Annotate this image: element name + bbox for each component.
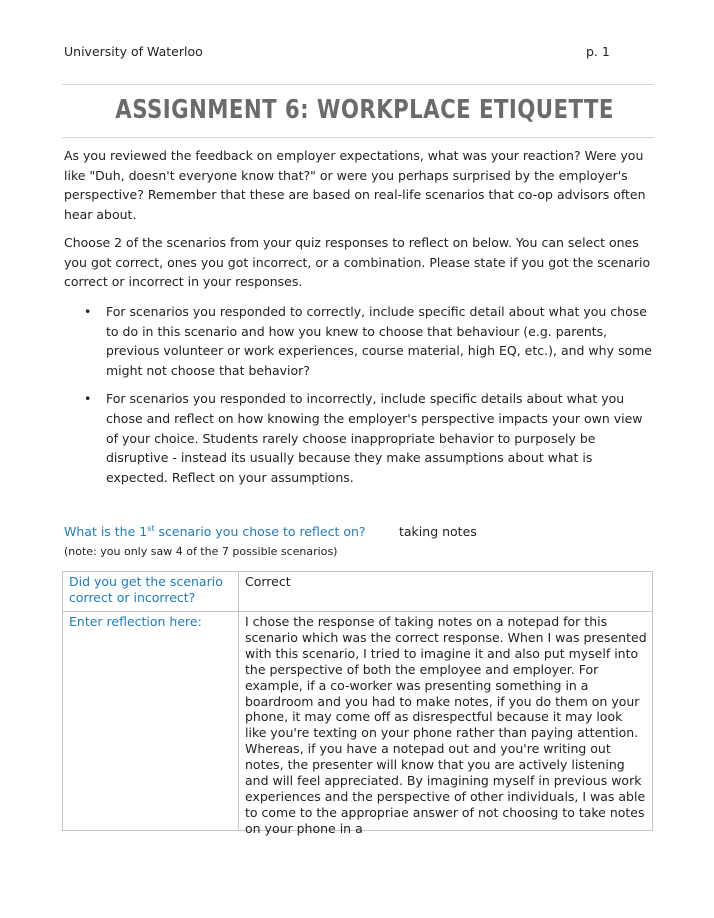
list-item xyxy=(64,302,654,380)
header-page-number: p. 1 xyxy=(586,44,610,59)
title-top-rule xyxy=(62,84,654,85)
scenario-answer-field[interactable]: taking notes xyxy=(399,524,477,539)
instruction-list xyxy=(64,302,654,487)
list-item xyxy=(64,389,654,487)
bullet-icon: • xyxy=(84,304,92,319)
list-item-text: For scenarios you responded to correctly, include specific detail about what you chose to do in this scenario and how you knew to choose that behaviour (e.g. parents, previous volunteer or work experiences, course material, high EQ, etc.), and why some might not choose that behavior? xyxy=(106,304,652,378)
reflection-label: Enter reflection here: xyxy=(63,612,239,831)
scenario-note: (note: you only saw 4 of the 7 possible scenarios) xyxy=(64,545,338,558)
scenario-question-suffix: scenario you chose to reflect on? xyxy=(154,524,366,539)
scenario-question-prefix: What is the 1 xyxy=(64,524,148,539)
list-item-text: For scenarios you responded to incorrectly, include specific details about what you chose and reflect on how knowing the employer's perspective impacts your own view of your choice. Students rarely choose inappropriate behavior to purposely be disruptive - instead its usually because they make assumptions about what is expected. Reflect on your assumptions. xyxy=(106,391,643,485)
intro-paragraph-2: Choose 2 of the scenarios from your quiz responses to reflect on below. You can select ones you got correct, ones you got incorrect, or a combination. Please state if you got the scenario correct or incorrect in your responses. xyxy=(64,235,651,290)
bullet-icon: • xyxy=(84,391,92,407)
table-row xyxy=(63,612,653,831)
correctness-field[interactable]: Correct xyxy=(239,572,653,612)
page-title: ASSIGNMENT 6: WORKPLACE ETIQUETTE xyxy=(115,95,614,125)
title-bottom-rule xyxy=(62,137,654,138)
reflection-text: I chose the response of taking notes on a notepad for this scenario which was the correct response. When I was presented with this scenario, I tried to imagine it and also put myself into the perspective of both the employee and employer. For example, if a co-worker was presenting something in a boardroom and you had to make notes, if you do them on your phone, it may come off as disrespectful because it may look like you're texting on your phone rather than paying attention. Whereas, if you have a notepad out and you're writing out notes, the presenter will know that you are actively listening and will feel appreciated. By imagining myself in previous work experiences and the perspective of other individuals, I was able to come to the appropriae answer of not choosing to take notes on your phone in a xyxy=(245,614,647,836)
scenario-question-ordinal: st xyxy=(147,523,155,533)
table-row xyxy=(63,572,653,612)
reflection-table xyxy=(62,571,653,836)
header-institution: University of Waterloo xyxy=(64,44,203,59)
scenario-question xyxy=(64,524,366,539)
correctness-label: Did you get the scenario correct or incorrect? xyxy=(63,572,239,612)
intro-paragraph-1: As you reviewed the feedback on employer expectations, what was your reaction? Were you like "Duh, doesn't everyone know that?" or were you perhaps surprised by the employer's perspective? Remember that these are based on real-life scenarios that co-op advisors often hear about. xyxy=(64,148,646,222)
reflection-field[interactable] xyxy=(239,612,653,836)
